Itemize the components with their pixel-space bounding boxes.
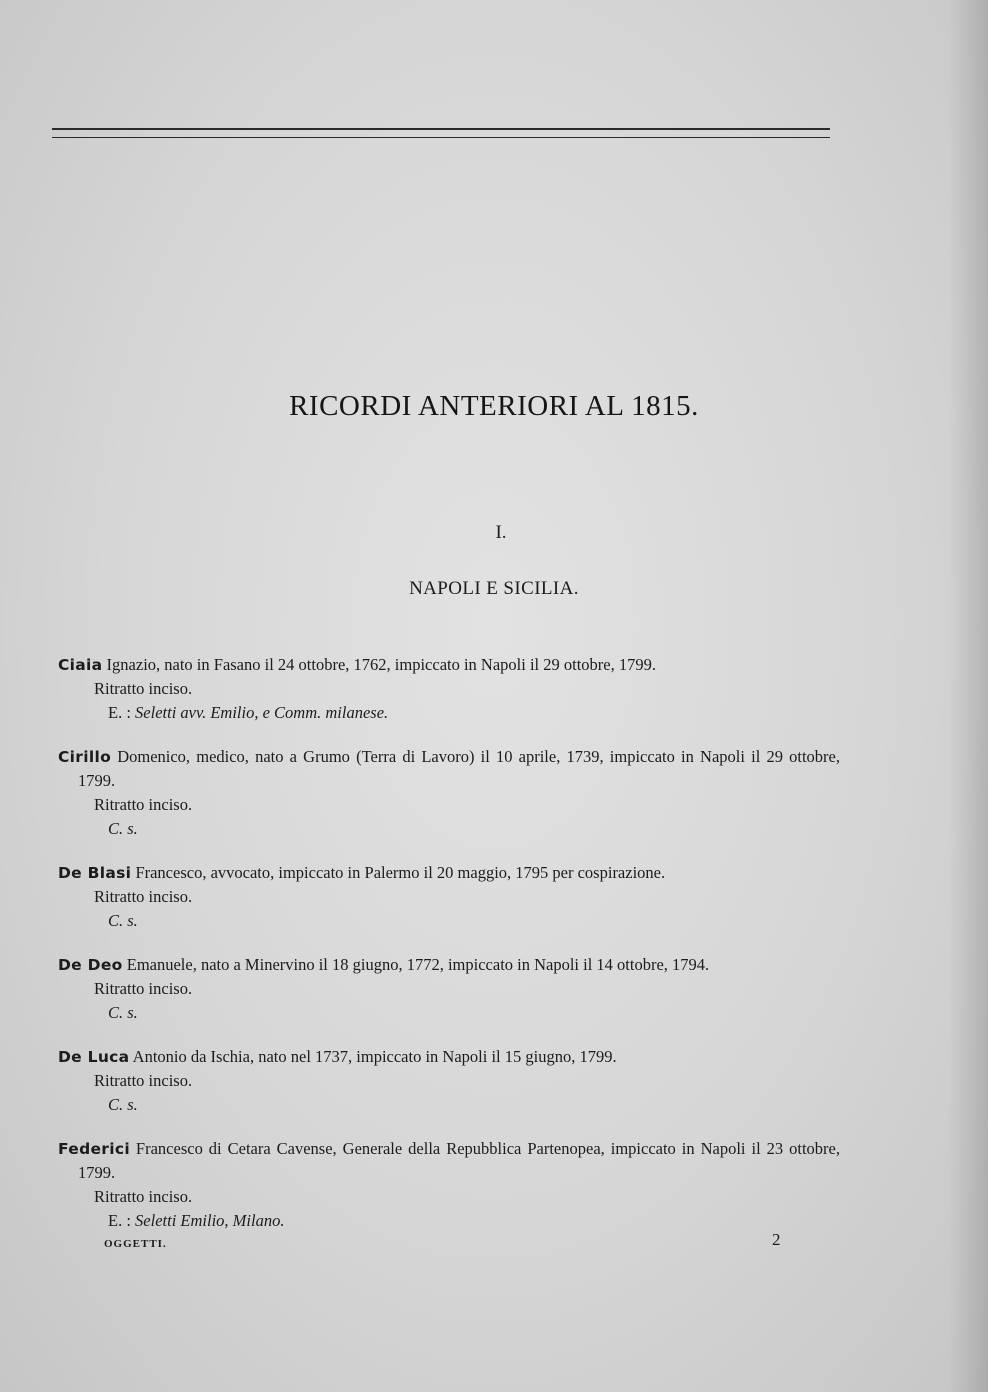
entry-name: De Deo <box>58 956 123 974</box>
entry-source-prefix: E. : <box>108 703 136 722</box>
entry-source <box>58 1093 840 1117</box>
entry-source <box>58 1209 840 1233</box>
section-title: NAPOLI E SICILIA. <box>409 578 579 599</box>
entry-source-prefix: E. : <box>108 1211 136 1230</box>
entry-item <box>58 953 840 1025</box>
entry-note: Ritratto inciso. <box>94 887 193 906</box>
entry-item <box>58 1137 840 1233</box>
entry-source-value: C. s. <box>108 1003 138 1022</box>
entry-source-value: C. s. <box>108 1095 138 1114</box>
entry-description <box>58 861 840 885</box>
signature-mark: OGGETTI. <box>104 1238 167 1250</box>
entry-description <box>58 1137 840 1185</box>
page-edge-shadow <box>948 0 988 1392</box>
entry-source <box>58 909 840 933</box>
top-double-rule <box>52 128 830 138</box>
entry-source-value: Seletti Emilio, Milano. <box>135 1211 285 1230</box>
entry-name: De Luca <box>58 1048 130 1066</box>
entry-description <box>58 653 840 677</box>
entry-name: Federici <box>58 1140 130 1158</box>
entry-text: Emanuele, nato a Minervino il 18 giugno, 1772, impiccato in Napoli il 14 ottobre, 1794. <box>122 955 710 974</box>
entry-source-value: C. s. <box>108 819 138 838</box>
page-number: 2 <box>772 1230 781 1249</box>
entry-item <box>58 745 840 841</box>
entry-item <box>58 1045 840 1117</box>
entry-text: Francesco di Cetara Cavense, Generale della Repubblica Partenopea, impiccato in Napoli il 23 ottobre, 1799. <box>78 1139 840 1182</box>
entry-description <box>58 1045 840 1069</box>
entry-item <box>58 653 840 725</box>
entry-text: Antonio da Ischia, nato nel 1737, impiccato in Napoli il 15 giugno, 1799. <box>129 1047 617 1066</box>
section-number: I. <box>495 522 507 543</box>
entry-description <box>58 745 840 793</box>
entry-source-value: Seletti avv. Emilio, e Comm. milanese. <box>135 703 389 722</box>
entry-note: Ritratto inciso. <box>94 1071 193 1090</box>
entry-note: Ritratto inciso. <box>94 679 193 698</box>
entry-source-value: C. s. <box>108 911 138 930</box>
entry-name: De Blasi <box>58 864 132 882</box>
entry-note: Ritratto inciso. <box>94 795 193 814</box>
entry-text: Domenico, medico, nato a Grumo (Terra di Lavoro) il 10 aprile, 1739, impiccato in Napoli il 29 ottobre, 1799. <box>78 747 840 790</box>
entry-text: Francesco, avvocato, impiccato in Palermo il 20 maggio, 1795 per cospirazione. <box>131 863 666 882</box>
entry-item <box>58 861 840 933</box>
page-title: RICORDI ANTERIORI AL 1815. <box>289 390 699 422</box>
entry-source <box>58 1001 840 1025</box>
entry-source <box>58 701 840 725</box>
entry-name: Ciaia <box>58 656 103 674</box>
entry-note: Ritratto inciso. <box>94 979 193 998</box>
entry-source <box>58 817 840 841</box>
entry-note: Ritratto inciso. <box>94 1187 193 1206</box>
entry-description <box>58 953 840 977</box>
entry-list <box>58 653 840 1253</box>
entry-name: Cirillo <box>58 748 112 766</box>
entry-text: Ignazio, nato in Fasano il 24 ottobre, 1762, impiccato in Napoli il 29 ottobre, 1799. <box>102 655 656 674</box>
